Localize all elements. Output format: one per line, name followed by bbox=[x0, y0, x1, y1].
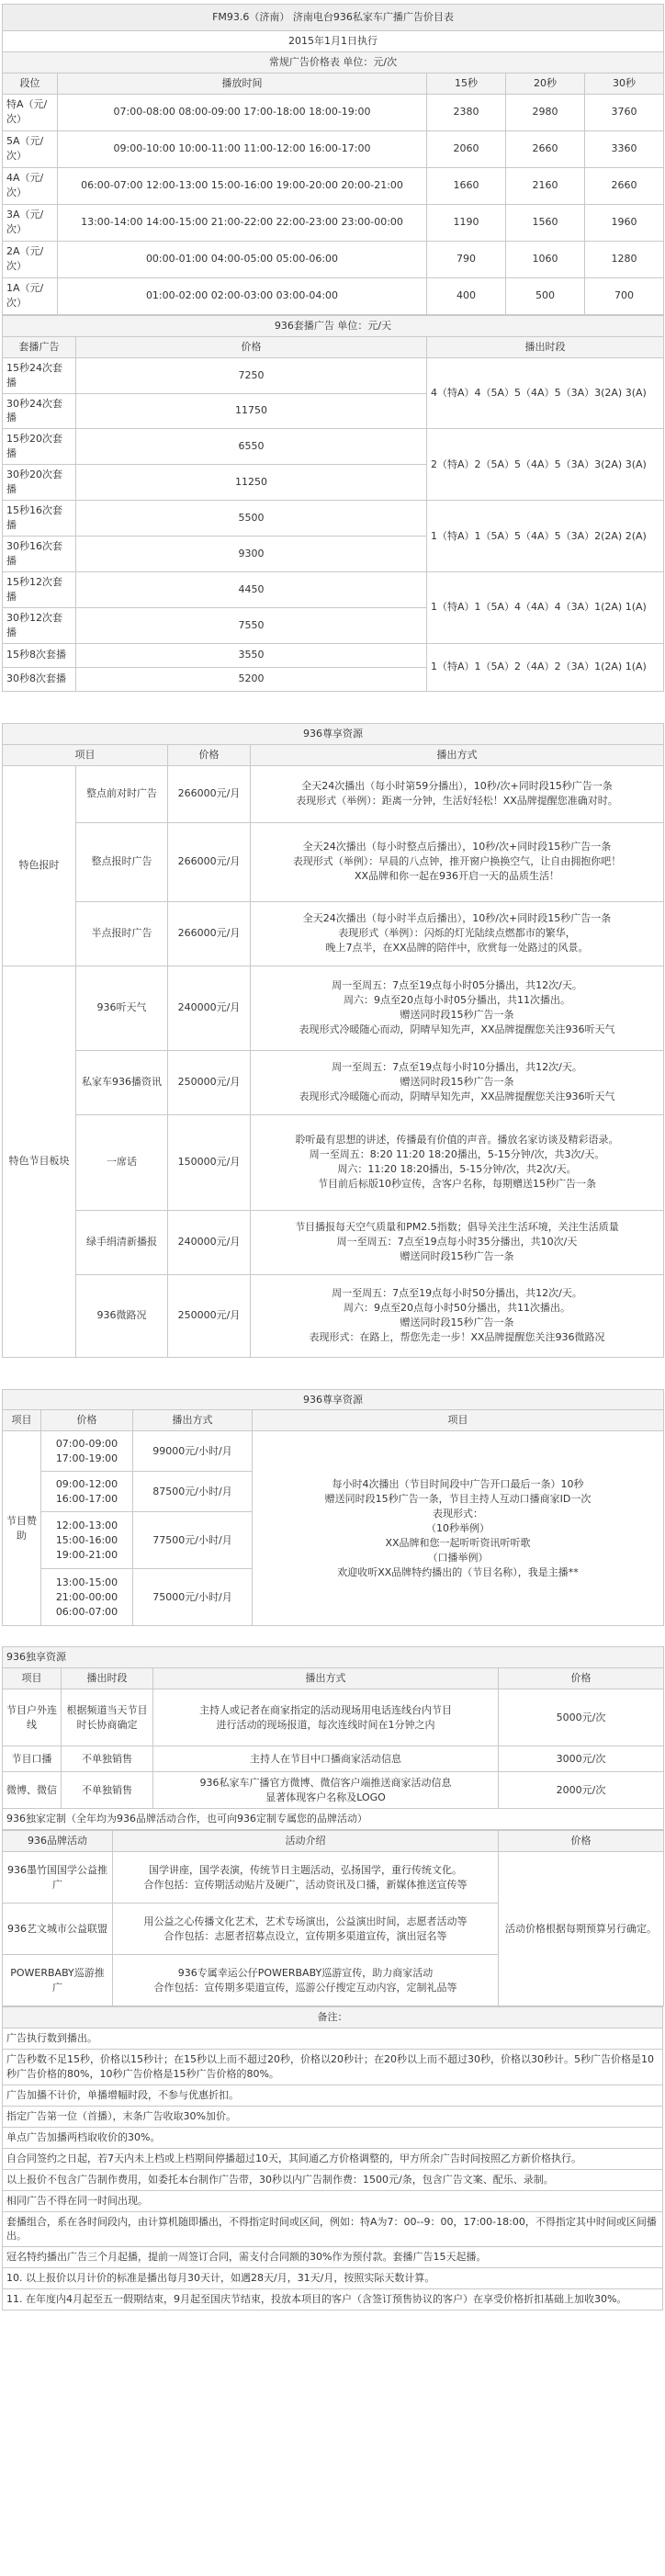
header-item: 项目 bbox=[3, 1410, 41, 1431]
item-name: 一席话 bbox=[76, 1114, 168, 1210]
price-cell: 5000元/次 bbox=[499, 1689, 664, 1746]
header-price: 价格 bbox=[168, 744, 251, 765]
sponsorship-table bbox=[2, 1389, 664, 1627]
table-row bbox=[3, 1050, 664, 1114]
package-price: 7250 bbox=[76, 357, 427, 393]
time-cell: 13:00-15:00 21:00-00:00 06:00-07:00 bbox=[41, 1569, 133, 1626]
table-row bbox=[3, 1114, 664, 1210]
table-row bbox=[3, 966, 664, 1050]
method-cell: 主持人在节目中口播商家活动信息 bbox=[153, 1746, 499, 1772]
exclusive-table bbox=[2, 1646, 664, 1830]
table-row bbox=[3, 241, 664, 277]
table-row bbox=[3, 1772, 664, 1809]
header-slot: 播出时段 bbox=[62, 1668, 153, 1689]
price-cell: 3000元/次 bbox=[499, 1746, 664, 1772]
price-cell: 700 bbox=[585, 277, 664, 314]
package-name: 15秒12次套播 bbox=[3, 571, 76, 607]
item-name: 半点报时广告 bbox=[76, 901, 168, 966]
table-row bbox=[3, 1210, 664, 1274]
time-cell: 09:00-12:00 16:00-17:00 bbox=[41, 1472, 133, 1512]
item-price: 240000元/月 bbox=[168, 966, 251, 1050]
package-slot: 1（特A）1（5A）2（4A）2（3A）1(2A) 1(A) bbox=[427, 643, 664, 691]
category-cell: 特色节目板块 bbox=[3, 966, 76, 1357]
tier-cell: 2A（元/次） bbox=[3, 241, 58, 277]
package-name: 30秒12次套播 bbox=[3, 607, 76, 643]
table-row bbox=[3, 1689, 664, 1746]
slot-cell: 不单独销售 bbox=[62, 1772, 153, 1809]
price-cell: 790 bbox=[427, 241, 506, 277]
price-cell: 1280 bbox=[585, 241, 664, 277]
table-row bbox=[3, 501, 664, 537]
price-cell: 1660 bbox=[427, 167, 506, 204]
package-price: 5200 bbox=[76, 667, 427, 691]
note-line: 单点广告加播两档取收价的30%。 bbox=[3, 2127, 663, 2148]
tier-cell: 5A（元/次） bbox=[3, 130, 58, 167]
header-method: 播出方式 bbox=[133, 1410, 253, 1431]
header-time: 播放时间 bbox=[58, 73, 427, 94]
package-price: 11250 bbox=[76, 465, 427, 501]
tier-cell: 3A（元/次） bbox=[3, 204, 58, 241]
header-slot: 播出时段 bbox=[427, 336, 664, 357]
package-name: 15秒20次套播 bbox=[3, 429, 76, 465]
header-method: 播出方式 bbox=[153, 1668, 499, 1689]
table-row bbox=[3, 1274, 664, 1357]
note-line: 以上报价不包含广告制作费用，如委托本台制作广告带，30秒以内广告制作费：1500元/条，包含广告文案、配乐、录制。 bbox=[3, 2169, 663, 2190]
price-cell: 2160 bbox=[506, 167, 585, 204]
package-slot: 4（特A）4（5A）5（4A）5（3A）3(2A) 3(A) bbox=[427, 357, 664, 429]
activity-desc: 936专属幸运公仔POWERBABY巡游宣传，助力商家活动 合作包括：宣传期多渠道宣传，巡游公仔搜定互动内容，定制礼品等 bbox=[113, 1955, 499, 2006]
price-cell: 1190 bbox=[427, 204, 506, 241]
package-price: 7550 bbox=[76, 607, 427, 643]
price-cell: 500 bbox=[506, 277, 585, 314]
note-line: 广告加播不计价，单播增幅时段，不参与优惠折扣。 bbox=[3, 2085, 663, 2106]
price-cell: 1960 bbox=[585, 204, 664, 241]
price-cell: 2660 bbox=[585, 167, 664, 204]
item-name: 936微路况 bbox=[76, 1274, 168, 1357]
item-price: 240000元/月 bbox=[168, 1210, 251, 1274]
item-name: 936听天气 bbox=[76, 966, 168, 1050]
activity-name: 936墨竹国国学公益推广 bbox=[3, 1852, 113, 1904]
item-name: 微博、微信 bbox=[3, 1772, 62, 1809]
item-name: 整点前对时广告 bbox=[76, 765, 168, 822]
tier-cell: 特A（元/次） bbox=[3, 94, 58, 130]
time-cell: 07:00-09:00 17:00-19:00 bbox=[41, 1431, 133, 1472]
header-price: 价格 bbox=[499, 1668, 664, 1689]
table-row bbox=[3, 822, 664, 901]
time-cell: 00:00-01:00 04:00-05:00 05:00-06:00 bbox=[58, 241, 427, 277]
table-row bbox=[3, 204, 664, 241]
item-price: 266000元/月 bbox=[168, 901, 251, 966]
item-desc: 全天24次播出（每小时整点后播出），10秒/次+同时段15秒广告一条 表现形式（举例）：早晨的八点钟，推开窗户换换空气，让自由拥抱你吧！ XX品牌和你一起在936开启一天的品质生活！ bbox=[251, 822, 664, 901]
regular-price-table bbox=[2, 4, 664, 315]
price-cell: 77500元/小时/月 bbox=[133, 1512, 253, 1569]
price-cell: 3760 bbox=[585, 94, 664, 130]
effective-date: 2015年1月1日执行 bbox=[3, 30, 664, 51]
table-row bbox=[3, 1852, 664, 1904]
sheet-title: FM93.6（济南） 济南电台936私家车广播广告价目表 bbox=[3, 5, 664, 31]
table-row bbox=[3, 1431, 664, 1472]
note-line: 自合同签约之日起，若7天内未上档或上档期间停播超过10天，其间通乙方价格调整的，甲方所余广告时间按照乙方新价格执行。 bbox=[3, 2148, 663, 2169]
table-row bbox=[3, 94, 664, 130]
table-row bbox=[3, 571, 664, 607]
item-price: 266000元/月 bbox=[168, 822, 251, 901]
regular-table-title: 常规广告价格表 单位：元/次 bbox=[3, 51, 664, 73]
note-line: 10. 以上报价以月计价的标准是播出每月30天计，如遇28天/月，31天/月，按照实际天数计算。 bbox=[3, 2268, 663, 2289]
package-name: 30秒8次套播 bbox=[3, 667, 76, 691]
header-item: 项目 bbox=[3, 744, 168, 765]
package-table-title: 936套播广告 单位：元/天 bbox=[3, 315, 664, 336]
package-slot: 2（特A）2（5A）5（4A）5（3A）3(2A) 3(A) bbox=[427, 429, 664, 501]
package-price: 11750 bbox=[76, 393, 427, 429]
price-cell: 75000元/小时/月 bbox=[133, 1569, 253, 1626]
header-tier: 段位 bbox=[3, 73, 58, 94]
price-cell: 2660 bbox=[506, 130, 585, 167]
table-row bbox=[3, 901, 664, 966]
package-name: 30秒16次套播 bbox=[3, 537, 76, 572]
item-desc: 全天24次播出（每小时半点后播出），10秒/次+同时段15秒广告一条 表现形式（举例）：闪烁的灯光陆续点燃都市的繁华， 晚上7点半，在XX品牌的陪伴中，欣赏每一处路过的风景。 bbox=[251, 901, 664, 966]
section-gap bbox=[2, 1626, 663, 1646]
item-desc: 周一至周五：7点至19点每小时10分播出，共12次/天。 赠送同时段15秒广告一条 表现形式冷暖随心而动，阴晴早知先声，XX品牌提醒您关注936听天气 bbox=[251, 1050, 664, 1114]
item-desc: 周一至周五：7点至19点每小时05分播出，共12次/天。 周六：9点至20点每小时05分播出，共11次播出。 赠送同时段15秒广告一条 表现形式冷暖随心而动，阴晴早知先声，XX品牌提醒您关注936听天气 bbox=[251, 966, 664, 1050]
section-gap bbox=[2, 1358, 663, 1389]
premium-table bbox=[2, 723, 664, 1358]
package-name: 15秒16次套播 bbox=[3, 501, 76, 537]
header-activity: 936品牌活动 bbox=[3, 1831, 113, 1852]
time-cell: 09:00-10:00 10:00-11:00 11:00-12:00 16:00-17:00 bbox=[58, 130, 427, 167]
header-item: 项目 bbox=[3, 1668, 62, 1689]
header-method: 播出方式 bbox=[251, 744, 664, 765]
activity-price: 活动价格根据每期预算另行确定。 bbox=[499, 1852, 664, 2006]
notes-table bbox=[2, 2006, 663, 2310]
tier-cell: 1A（元/次） bbox=[3, 277, 58, 314]
table-row bbox=[3, 357, 664, 393]
time-cell: 01:00-02:00 02:00-03:00 03:00-04:00 bbox=[58, 277, 427, 314]
package-price: 9300 bbox=[76, 537, 427, 572]
activity-table bbox=[2, 1830, 664, 2006]
package-price: 6550 bbox=[76, 429, 427, 465]
custom-note: 936独家定制（全年均为936品牌活动合作，也可向936定制专属您的品牌活动） bbox=[3, 1809, 664, 1830]
notes-title: 备注： bbox=[3, 2007, 663, 2028]
package-slot: 1（特A）1（5A）4（4A）4（3A）1(2A) 1(A) bbox=[427, 571, 664, 643]
section-gap bbox=[2, 692, 663, 723]
price-cell: 87500元/小时/月 bbox=[133, 1472, 253, 1512]
package-name: 30秒20次套播 bbox=[3, 465, 76, 501]
package-price: 4450 bbox=[76, 571, 427, 607]
activity-desc: 用公益之心传播文化艺术，艺术专场演出，公益演出时间，志愿者活动等 合作包括：志愿者招募点设立，宣传期多渠道宣传，演出冠名等 bbox=[113, 1904, 499, 1955]
item-price: 250000元/月 bbox=[168, 1274, 251, 1357]
price-cell: 2980 bbox=[506, 94, 585, 130]
note-line: 冠名特约播出广告三个月起播，提前一周签订合同，需支付合同额的30%作为预付款。套播广告15天起播。 bbox=[3, 2247, 663, 2268]
note-line: 11. 在年度内4月起至五一假期结束，9月起至国庆节结束，投放本项目的客户（含签订预售协议的客户）在享受价格折扣基础上加收30%。 bbox=[3, 2289, 663, 2310]
sponsorship-desc: 每小时4次播出（节目时间段中广告开口最后一条）10秒 赠送同时段15秒广告一条，节目主持人互动口播商家ID一次 表现形式： （10秒举例） XX品牌和您一起听听资讯听听歌 （口播举例） 欢迎收听XX品牌特约播出的（节目名称），我是主播** bbox=[253, 1431, 664, 1626]
item-price: 250000元/月 bbox=[168, 1050, 251, 1114]
item-desc: 聆听最有思想的讲述，传播最有价值的声音。播放名家访谈及精彩语录。 周一至周五：8:20 11:20 18:20播出，5-15分钟/次，共3次/天。 周六：11:20 18:20播出，5-15分钟/次，共2次/天。 节目前后标版10秒宣传，含客户名称，每期赠送15秒广告一条 bbox=[251, 1114, 664, 1210]
package-name: 30秒24次套播 bbox=[3, 393, 76, 429]
price-cell: 400 bbox=[427, 277, 506, 314]
price-cell: 3360 bbox=[585, 130, 664, 167]
table-row bbox=[3, 765, 664, 822]
header-intro: 活动介绍 bbox=[113, 1831, 499, 1852]
tier-cell: 4A（元/次） bbox=[3, 167, 58, 204]
package-price: 3550 bbox=[76, 643, 427, 667]
activity-name: 936艺文城市公益联盟 bbox=[3, 1904, 113, 1955]
item-name: 私家车936播资讯 bbox=[76, 1050, 168, 1114]
note-line: 相同广告不得在同一时间出现。 bbox=[3, 2190, 663, 2211]
activity-desc: 国学讲座，国学表演，传统节日主题活动，弘扬国学，重行传统文化。 合作包括：宣传期活动贴片及硬广，活动资讯及口播，新媒体推送宣传等 bbox=[113, 1852, 499, 1904]
method-cell: 936私家车广播官方微博、微信客户端推送商家活动信息 显著体现客户名称及LOGO bbox=[153, 1772, 499, 1809]
price-cell: 2060 bbox=[427, 130, 506, 167]
table-row bbox=[3, 1746, 664, 1772]
table-row bbox=[3, 167, 664, 204]
package-name: 15秒8次套播 bbox=[3, 643, 76, 667]
header-package: 套播广告 bbox=[3, 336, 76, 357]
note-line: 指定广告第一位（首播），末条广告收取30%加价。 bbox=[3, 2106, 663, 2127]
note-line: 套播组合，系在各时间段内，由计算机随即播出，不得指定时间或区间，例如：特A为7：00--9：00，17:00-18:00，不得指定其中时间或区间播出。 bbox=[3, 2211, 663, 2247]
time-cell: 13:00-14:00 14:00-15:00 21:00-22:00 22:00-23:00 23:00-00:00 bbox=[58, 204, 427, 241]
header-price: 价格 bbox=[499, 1831, 664, 1852]
item-price: 150000元/月 bbox=[168, 1114, 251, 1210]
item-price: 266000元/月 bbox=[168, 765, 251, 822]
item-name: 节目户外连线 bbox=[3, 1689, 62, 1746]
slot-cell: 根据频道当天节目时长协商确定 bbox=[62, 1689, 153, 1746]
slot-cell: 不单独销售 bbox=[62, 1746, 153, 1772]
method-cell: 主持人或记者在商家指定的活动现场用电话连线台内节目 进行活动的现场报道，每次连线时间在1分钟之内 bbox=[153, 1689, 499, 1746]
item-name: 节目口播 bbox=[3, 1746, 62, 1772]
sponsorship-table-title: 936尊享资源 bbox=[3, 1389, 664, 1410]
item-name: 整点报时广告 bbox=[76, 822, 168, 901]
header-30s: 30秒 bbox=[585, 73, 664, 94]
time-cell: 07:00-08:00 08:00-09:00 17:00-18:00 18:00-19:00 bbox=[58, 94, 427, 130]
package-name: 15秒24次套播 bbox=[3, 357, 76, 393]
category-cell: 节目赞助 bbox=[3, 1431, 41, 1626]
header-15s: 15秒 bbox=[427, 73, 506, 94]
category-cell: 特色报时 bbox=[3, 765, 76, 966]
price-cell: 1060 bbox=[506, 241, 585, 277]
activity-name: POWERBABY巡游推广 bbox=[3, 1955, 113, 2006]
table-row bbox=[3, 277, 664, 314]
item-desc: 节目播报每天空气质量和PM2.5指数；倡导关注生活环境，关注生活质量 周一至周五：7点至19点每小时35分播出，共10次/天 赠送同时段15秒广告一条 bbox=[251, 1210, 664, 1274]
price-cell: 2380 bbox=[427, 94, 506, 130]
package-table bbox=[2, 315, 664, 692]
header-price: 价格 bbox=[76, 336, 427, 357]
note-line: 广告秒数不足15秒，价格以15秒计；在15秒以上而不超过20秒，价格以20秒计；在20秒以上而不超过30秒，价格以30秒计。5秒广告价格是10秒广告价格的80%，10秒广告价格是15秒广告价格的80%。 bbox=[3, 2050, 663, 2085]
premium-table-title: 936尊享资源 bbox=[3, 723, 664, 744]
package-price: 5500 bbox=[76, 501, 427, 537]
time-cell: 06:00-07:00 12:00-13:00 15:00-16:00 19:00-20:00 20:00-21:00 bbox=[58, 167, 427, 204]
time-cell: 12:00-13:00 15:00-16:00 19:00-21:00 bbox=[41, 1512, 133, 1569]
price-cell: 1560 bbox=[506, 204, 585, 241]
item-name: 绿手绢清新播报 bbox=[76, 1210, 168, 1274]
table-row bbox=[3, 429, 664, 465]
table-row bbox=[3, 130, 664, 167]
note-line: 广告执行数到播出。 bbox=[3, 2028, 663, 2050]
item-desc: 周一至周五：7点至19点每小时50分播出，共12次/天。 周六：9点至20点每小时50分播出，共11次播出。 赠送同时段15秒广告一条 表现形式：在路上，帮您先走一步！XX品牌提醒您关注936微路况 bbox=[251, 1274, 664, 1357]
table-row bbox=[3, 643, 664, 667]
package-slot: 1（特A）1（5A）5（4A）5（3A）2(2A) 2(A) bbox=[427, 501, 664, 572]
header-20s: 20秒 bbox=[506, 73, 585, 94]
exclusive-table-title: 936独享资源 bbox=[3, 1647, 664, 1668]
price-cell: 99000元/小时/月 bbox=[133, 1431, 253, 1472]
header-price: 价格 bbox=[41, 1410, 133, 1431]
price-cell: 2000元/次 bbox=[499, 1772, 664, 1809]
header-item-2: 项目 bbox=[253, 1410, 664, 1431]
item-desc: 全天24次播出（每小时第59分播出），10秒/次+同时段15秒广告一条 表现形式（举例）：距离一分钟，生活好轻松！XX品牌提醒您准确对时。 bbox=[251, 765, 664, 822]
